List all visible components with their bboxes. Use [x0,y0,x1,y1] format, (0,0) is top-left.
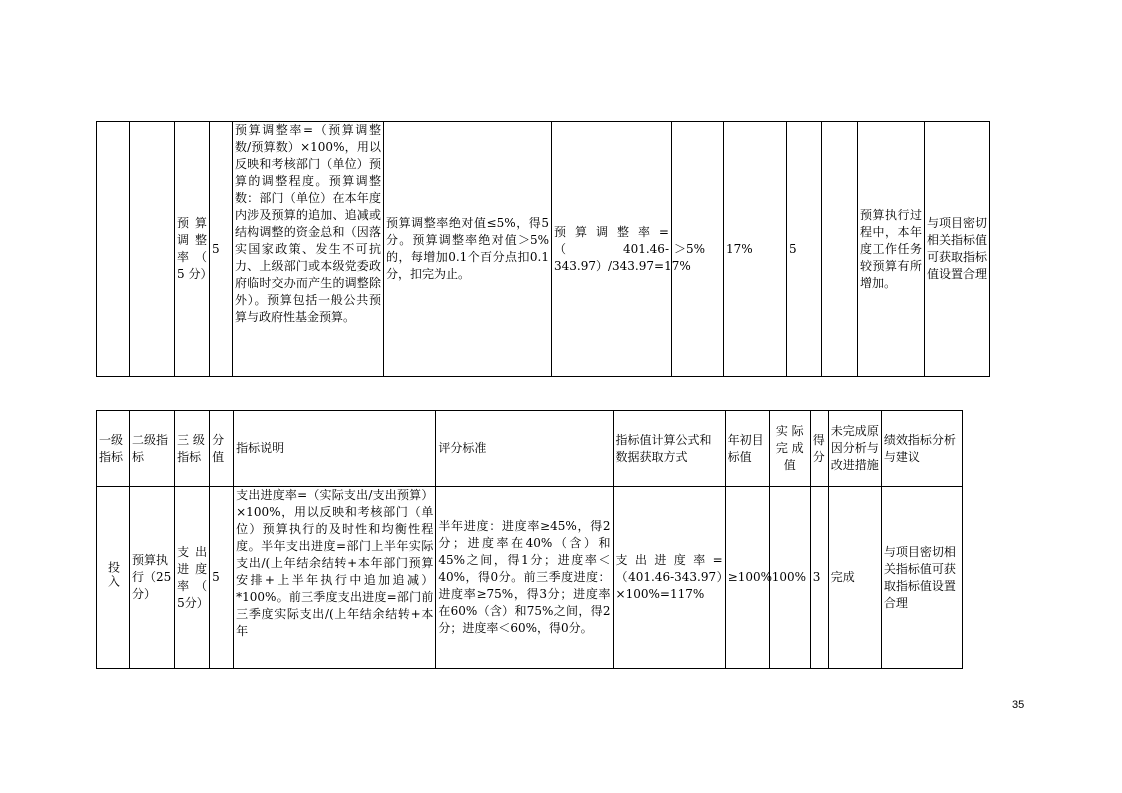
spending-progress-table [96,410,963,669]
level1-text: 投入 [106,561,121,589]
level2-cell [130,122,175,377]
analysis-cell: 预算执行过程中，本年度工作任务较预算有所增加。 [858,122,925,377]
description-cell: 预算调整率=（预算调整数/预算数）×100%，用以反映和考核部门（单位）预算的调整程度。预算调整数：部门（单位）在本年度内涉及预算的追加、追减或结构调整的资金总和（因落实国家政策、发生不可抗力、上级部门或本级党委政府临时交办而产生的调整除外）。预算包括一般公共预算与政府性基金预算。 [233,122,384,377]
criteria-cell: 半年进度：进度率≥45%，得2分；进度率在40%（含）和45%之间，得1分；进度率＜40%，得0分。前三季度进度：进度率≥75%，得3分；进度率在60%（含）和75%之间，得2分；进度率＜60%，得0分。 [436,487,613,669]
target-cell: ＞5% [672,122,724,377]
header-formula: 指标值计算公式和数据获取方式 [613,411,725,487]
suggestion-cell: 与项目密切相关指标值可获取指标值设置合理 [881,487,962,669]
header-level2: 二级指标 [130,411,175,487]
actual-cell: 100% [769,487,810,669]
level1-cell [97,487,130,669]
score-cell: 5 [210,122,233,377]
description-cell: 支出进度率=（实际支出/支出预算）×100%，用以反映和考核部门（单位）预算执行的及时性和均衡性程度。半年支出进度=部门上半年实际支出/(上年结余结转+本年部门预算安排+上半年执行中追加追减）*100%。前三季度支出进度=部门前三季度实际支出/(上年结余结转+本年 [234,487,436,669]
header-got: 得分 [810,411,828,487]
criteria-cell: 预算调整率绝对值≤5%，得5分。预算调整率绝对值＞5%的，每增加0.1个百分点扣0.1分，扣完为止。 [384,122,552,377]
header-level1: 一级指标 [97,411,130,487]
got-score-cell: 3 [810,487,828,669]
formula-cell: 预 算 调 整 率 =（401.46-343.97）/343.97=17% [552,122,672,377]
header-level3: 三 级指标 [175,411,210,487]
header-criteria: 评分标准 [436,411,613,487]
target-cell: ≥100% [725,487,769,669]
suggestion-cell: 与项目密切相关指标值可获取指标值设置合理 [925,122,990,377]
table-row [97,487,963,669]
header-actual: 实 际完 成值 [769,411,810,487]
header-target: 年初目标值 [725,411,769,487]
header-suggestion: 绩效指标分析与建议 [881,411,962,487]
header-score: 分值 [210,411,234,487]
header-description: 指标说明 [234,411,436,487]
got-score-cell: 5 [787,122,822,377]
reason-cell [822,122,858,377]
budget-adjustment-table [96,121,990,377]
page-number: 35 [1012,699,1025,711]
table-row [97,122,990,377]
level3-cell: 支 出进 度率（ 5分） [175,487,210,669]
score-cell: 5 [210,487,234,669]
header-row [97,411,963,487]
level1-cell [97,122,130,377]
indicator-cell: 预 算 调 整 率 （ 5 分） [175,122,210,377]
formula-cell: 支 出 进 度 率 =（401.46-343.97）×100%=117% [613,487,725,669]
actual-cell: 17% [724,122,787,377]
header-reason: 未完成原因分析与改进措施 [828,411,881,487]
level2-cell: 预算执行（25分） [130,487,175,669]
reason-cell: 完成 [828,487,881,669]
